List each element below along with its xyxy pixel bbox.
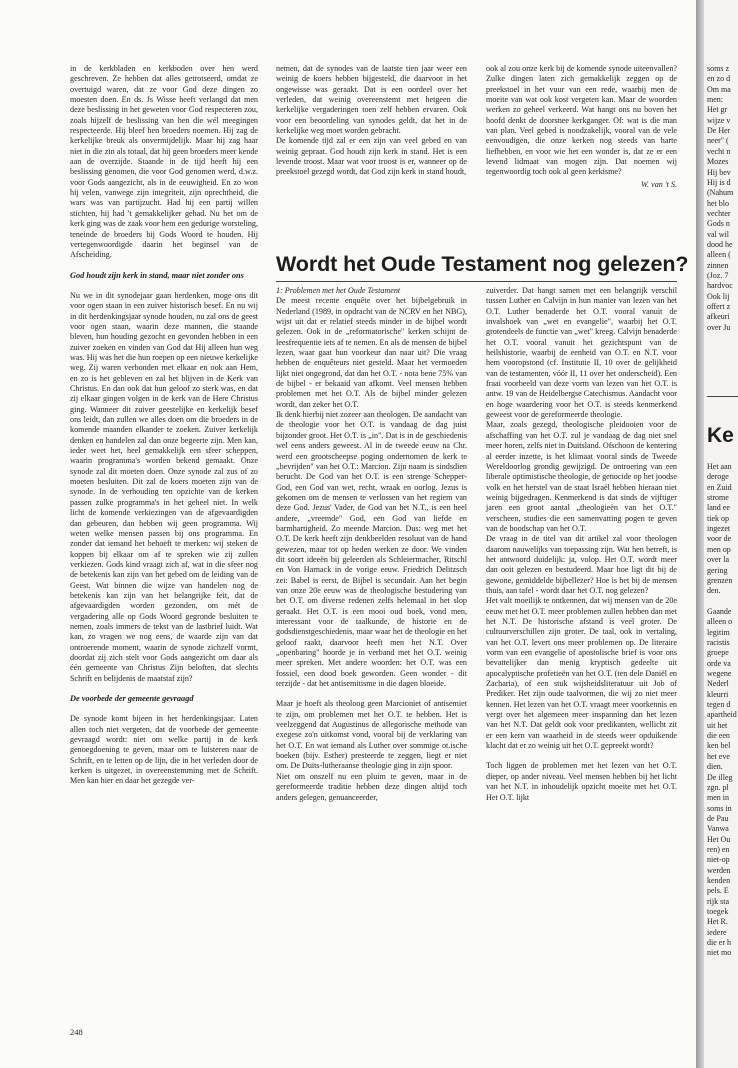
paragraph: Maar, zoals gezegd, theologische pleidooien voor de afschaffing van het O.T. zul je vandaag de dag niet snel meer horen, zelfs niet in Duitsland. Ofschoon de kentering al eerder inzette, is het klimaat vooral sinds de Tweede Wereldoorlog grondig gewijzigd. De ontroering van een liberale optimistische theologie, de genocide op het joodse volk en het herstel van de staat Israël hebben hieraan niet weinig bijgedragen. Kenmerkend is dat sinds de vijftiger jaren een groot aantal „theologieën van het O.T." verscheen, studies die een samenvatting pogen te geven van de boodschap van het O.T. — [486, 420, 677, 533]
paragraph: De komende tijd zal er een zijn van veel gebed en van weinig gepraat. God houdt zijn kerk in stand. Het is een levende troost. Maar wat voor troost is er, wanneer op de preekstoel gezegd wordt, dat God zijn kerk in stand houdt, — [276, 136, 467, 177]
facing-page-line: pels. E — [707, 886, 729, 896]
facing-page-line: Vanwa — [707, 824, 729, 834]
column-1 — [70, 64, 258, 787]
facing-page-line: Het Ou — [707, 834, 731, 844]
facing-page-line: over la — [707, 555, 729, 565]
paragraph: Niet om onszelf nu een pluim te geven, maar in de gereformeerde traditie hebben deze dingen altijd toch anders gelegen, genuanceerder, — [276, 771, 467, 802]
article-subhead: 1: Problemen met het Oude Testament — [276, 286, 401, 295]
facing-page-line: land ee — [707, 503, 730, 513]
paragraph: Nu we in dit synodejaar gaan herdenken, moge ons dit voor ogen staan in een zuiver historisch besef. En nu wij in dit herdenkingsjaar synode houden, nu zal ons de geest voor ogen staan, waarin deze mannen, die staande bleven, hun houding gezocht en gevonden hebben in een zuiver zoeken en vinden van God dat Hij alleen hun weg was. Hij was het die hun roepen op een nieuwe kerkelijke weg. Zij waren verbonden met elkaar en ook aan Hem, en zo is het gebleven en zal het blijven in de Kerk van Christus. En dan ook dat hun geloof zo sterk was, en dat zij elkaar gingen volgen in de kerk van de Here Christus ging. Wanneer dit zuiver geestelijke en kerkelijk besef ons leidt, dan zullen we alles doen om die broeders in de komende maanden elkander te zoeken. Zuiver kerkelijk denken en handelen zal dan onze begeerte zijn. Men kan, ieder weet het, heel gemakkelijk een sfeer scheppen, waarin programma's worden bekend gemaakt. Onze synode zal dit moeten doen. Onze synode zal zus of zo moeten besluiten. Dit zal de koers moeten zijn van de synode. In de verhouding ten opzichte van de kerken passen zulke programma's in het geheel niet. In welk licht de komende verkiezingen van de afgevaardigden dan gebeuren, dan hebben wij geen programma. Wij weten welke mensen passen bij ons programma. En zonder dat iemand het behoeft te merken: wij steken de koppen bij elkaar om af te spreken wie zij zullen verkiezen. Gods kind vraagt zich af, wat in die sfeer nog de betekenis kan zijn van het gebed om de leiding van de Geest. Wat binnen die wijze van handelen nog de betekenis kan zijn van het belangrijke feit, dat de afgevaardigden worden gezonden, om mét de vergadering alle op Gods Woord gegronde besluiten te nemen, zoals immers de tekst van de lastbrief luidt. Wat kan, zo vragen we nog eens, de waarde zijn van dat ontroerende moment, waarin de synode zichzelf vormt, doordat zij zich stelt voor Gods aangezicht om daar als één gemeente van Christus Zijn beloften, dat slechts Schrift en belijdenis de maatstaf zijn? — [70, 290, 258, 683]
facing-page-line: legitim — [707, 627, 730, 637]
facing-page-line: soms in — [707, 803, 732, 813]
paragraph: De meest recente enquête over het bijbelgebruik in Nederland (1989, in opdracht van de NCRV en het NBG), wijst uit dat er relatief steeds minder in de bijbel wordt gelezen. Ook in de „reformatorische" kerken schijnt de leesfrequentie iets af te nemen. En als de mensen de bijbel lezen, waar gaat hun voorkeur dan naar uit? Die vraag hebben de enquêteurs niet gesteld. Maar het vermoeden lijkt niet ongegrond, dat dan het O.T. - nota bene 75% van de bijbel - er bekaaid van afkomt. Veel mensen hebben problemen met het O.T. Als de bijbel minder gelezen wordt, dan zeker het O.T. — [276, 296, 467, 409]
column-2-top — [276, 64, 467, 178]
facing-page-line: de Pau — [707, 813, 729, 823]
facing-page-line: De illeg — [707, 772, 733, 782]
facing-page-line: men in — [707, 793, 729, 803]
facing-page-line: Ook lij — [707, 291, 730, 301]
paragraph: Maar je hoeft als theoloog geen Marcioniet of antisemiet te zijn, om problemen met het O.T. te hebben. Het is veelzeggend dat Augustinus de allegorische methode van exegese zo'n uitkomst vond, vooral bij de verklaring van het O.T. En wat iemand als Luther over sommige ot.ische boeken (bijv. Esther) presteerde te zeggen, liegt er niet om. De Duits-lutheraanse theologie ging in zijn spoor. — [276, 699, 467, 771]
facing-page-line: Mozes — [707, 157, 729, 167]
article-column-2 — [486, 286, 677, 803]
facing-page-line: niet-op — [707, 855, 730, 865]
paragraph: zuiverder. Dat hangt samen met een belangrijk verschil tussen Luther en Calvijn in hun manier van lezen van het O.T. Luther benaderde het O.T. vooral vanuit de invalshoek van „wet en evangelie", waarbij het O.T. grotendeels de functie van „wet" kreeg. Calvijn benaderde het O.T. vooral vanuit het gezichtspunt van de heilshistorie, waarbij de eenheid van O.T. en N.T. voor hem vooropstond (cf. Institutie II, 10 over de gelijkheid van de testamenten, vóór II, 11 over het onderscheid). Een fraai voorbeeld van deze vorm van lezen van het O.T. is antw. 19 van de Heidelbergse Catechismus. Aandacht voor en hoge waardering voor het O.T. is steeds kenmerkend geweest voor de gereformeerde theologie. — [486, 286, 677, 420]
facing-page-line: ren) en — [707, 844, 730, 854]
headline-rule — [276, 281, 677, 282]
paragraph: De vraag in de titel van dit artikel zal voor theologen daarom nauwelijks van toepassing zijn. Wat hen betreft, is het antwoord duidelijk: ja, volop. Het O.T. wordt meer dan ooit gelezen en bestudeerd. Maar hoe ligt dit bij de gewone, gemiddelde bijbellezer? Hoe is het bij de mensen thuis, aan tafel - wordt daar het O.T. nog gelezen? — [486, 534, 677, 595]
facing-page-line: kleurri — [707, 689, 729, 699]
facing-page-line: vecht n — [707, 146, 731, 156]
facing-page-line: het eve — [707, 751, 730, 761]
facing-page-line: Gaande — [707, 606, 732, 616]
column-3-top — [486, 64, 677, 190]
facing-page-line: die een — [707, 731, 730, 741]
facing-page-line: zinnen — [707, 260, 729, 270]
facing-page-line: toegek — [707, 907, 729, 917]
facing-page-line: Hij bev — [707, 167, 731, 177]
facing-page-line: werden — [707, 865, 731, 875]
facing-page-line: tegen d — [707, 700, 731, 710]
section-heading: De voorbede der gemeente gevraagd — [70, 694, 194, 703]
facing-page-line: val wil — [707, 229, 729, 239]
facing-page-line: wijze v — [707, 115, 731, 125]
facing-page-line: afkeuri — [707, 312, 730, 322]
facing-page-line: wegene — [707, 669, 732, 678]
facing-page-line: orde va — [707, 658, 731, 668]
facing-page-line: Het R. — [707, 917, 728, 927]
facing-page — [704, 0, 738, 1068]
facing-page-line: soms z — [707, 64, 729, 73]
facing-page-line: (Joz. 7 — [707, 271, 729, 280]
facing-page-line: groepe — [707, 648, 729, 658]
section-heading: God houdt zijn kerk in stand, maar niet zonder ons — [70, 270, 244, 280]
facing-page-line: tiek op — [707, 513, 729, 523]
paragraph: nemen, dat de synodes van de laatste tien jaar weer een weinig de koers hebben bijgesteld, die daarvoor in het ongewisse was geraakt. Dat is een oordeel over het verleden, dat weinig overeenstemt met hetgeen die kerkelijke vergaderingen toen zelf hebben ervaren. Ook voor een beoordeling van synodes geldt, dat het in de kerkelijke weg moet worden gebracht. — [276, 64, 467, 136]
facing-page-line: grenzen — [707, 575, 733, 585]
paragraph: ook al zou onze kerk bij de komende synode uiteenvallen? Zulke dingen laten zich gemakkelijk zeggen op de preekstoel in het vuur van een rede, waarbij men de moeite van wat ook kost vergeten kan. Maar de woorden werken zo geheel verkeerd. Wat hangt ons nu boven het hoofd denkt de doorsnee kerkganger. Of: wat is die man van plan. Veel gebed is noodzakelijk, vooral van de vele eenvoudigen, die onze kerken nog steeds van harte liefhebben, en voor wie het een wonder is, dat ze er een levend lidmaat van mogen zijn. Dat noemen wij tegenwoordig toch ook al geen kerkisme? — [486, 64, 677, 177]
facing-page-line: voor de — [707, 534, 732, 544]
book-spine — [696, 0, 704, 1068]
article-headline: Wordt het Oude Testament nog gelezen? — [276, 252, 689, 276]
facing-page-line: offert z — [707, 302, 731, 312]
facing-page-line: Om ma — [707, 84, 731, 94]
facing-page-line: ingezet — [707, 524, 731, 534]
facing-page-line: dien. — [707, 762, 723, 772]
paragraph: Toch liggen de problemen met het lezen van het O.T. dieper, op ander niveau. Veel mensen hebben bij het licht van het N.T. in inhoudelijk opzicht moeite met het O.T. Het O.T. lijkt — [486, 761, 677, 802]
page-number: 248 — [70, 1027, 83, 1037]
paragraph: Ik denk hierbij niet zozeer aan theologen. De aandacht van de theologie voor het O.T. is vandaag de dag juist bijzonder groot. Het O.T. is „in". Dat is in de geschiedenis wel eens anders geweest. Al in de tweede eeuw na Chr. werd een grootscheepse poging ondernomen de kerk te „bevrijden" van het O.T.: Marcion. Zijn naam is sindsdien berucht. De God van het O.T. is een strenge Schepper-God, een God van wet, recht, wraak en oorlog. Jezus is gekomen om de mensen te verlossen van het regiem van deze God. Jezus' Vader, de God van het N.T., is een heel andere, „vreemde" God, een God van liefde en barmhartigheid. Zo meende Marcion. Dus: weg met het O.T. De kerk heeft zijn denkbeelden resoluut van de hand gewezen, maar tot op heden werken ze door. We vinden dit soort ideeën bij geleerden als Schleiermacher, Ritschl en Von Harnack in de vorige eeuw. Friedrich Delitzsch zei: Babel is eerst, de Bijbel is secundair. Aan het begin van onze 20e eeuw was de theologische bestudering van het O.T. om diverse redenen zelfs helemaal in het slop geraakt. Het O.T. is een mooi oud boek, vond men, interessant voor de taalkunde, de historie en de godsdienstgeschiedenis, maar waar het de theologie en het geloof raakt, daarvoor heeft men het N.T. Over „openbaring" hoorde je in verband met het O.T. weinig meer spreken. Met andere woorden: het O.T. was een fossiel, een dood boek geworden. Geen wonder - dit terzijde - dat het antisemitisme in die dagen bloeide. — [276, 410, 467, 689]
facing-page-heading: Ke — [707, 424, 734, 447]
facing-page-line: alleen o — [707, 617, 733, 627]
author-signature: W. van 't S. — [641, 179, 677, 189]
facing-page-line: alleen ( — [707, 250, 731, 260]
facing-page-line: die er h — [707, 938, 731, 948]
facing-page-line: De Her — [707, 126, 731, 136]
facing-page-line: iedere — [707, 927, 727, 937]
facing-page-line: dood he — [707, 239, 733, 249]
facing-page-line: zgn. pl — [707, 782, 729, 792]
facing-page-line: Nederl — [707, 679, 729, 689]
facing-page-line: racistis — [707, 637, 730, 647]
paragraph: in de kerkbladen en kerkboden over hen werd geschreven. Ze hebben dat alles getrotseerd, omdat ze overtuigd waren, dat ze voor God deze dingen zo moesten doen. En ds. Js Wisse heeft verlangd dat men deze beslissing in het geweten voor God respecteren zou, zoals hijzelf de beslissing van hen die wél meegingen respecteerde. Hij bleef hen broeders noemen. Hij zag de kerkelijke breuk als onvermijdelijk. Maar hij zag haar niet in die zin als totaal, dat hij geen broeders meer kende aan de overzijde. Staande in de tijd heeft hij een beslissing genomen, die voor God genomen werd, d.w.z. voor Gods aangezicht, als in de eeuwigheid. En zo won hij velen, vanwege zijn integriteit, zijn oprechtheid, die wars was van partijzucht. Had hij een partij willen stichten, hij had 't gemakkelijker gehad. Nu het om de kerk ging was de zaak voor hem een gedurige worsteling, teneinde de broeders bij Gods Woord te houden. Hij vertegenwoordigde daarin het beginsel van de Afscheiding. — [70, 64, 258, 260]
paragraph: Het valt moeilijk te ontkennen, dat wij mensen van de 20e eeuw met het O.T. meer problemen zullen hebben dan met het N.T. De historische afstand is veel groter. De cultuurverschillen zijn groter. De taal, ook in vertaling, van het O.T. levert ons meer problemen op. De literaire vorm van een evangelie of apostolische brief is voor ons bevattelijker dan menig kryptisch gedeelte uit apocalyptische profetieën van het O.T. (ten dele Daniël en Zacharia), of een stuk wijsheidsliteratuur uit Job of Prediker. Het zijn oude taalvormen, die wij zo niet meer kennen. Het lezen van het O.T. vraagt meer voorkennis en vergt over het algemeen meer inspanning dan het lezen van het N.T. Dat geldt ook voor predikanten, wellicht zit er een kern van waarheid in de steeds weer opduikende klacht dat er zo weinig uit het O.T. gepreekt wordt? — [486, 596, 677, 751]
facing-page-line: en zo d — [707, 74, 731, 84]
facing-page-line: Gods n — [707, 219, 730, 229]
facing-page-line: strome — [707, 493, 729, 503]
facing-page-line: hardvoc — [707, 281, 733, 291]
facing-page-line: (Nahum — [707, 188, 734, 198]
facing-page-line: Hij is d — [707, 177, 731, 187]
paragraph: De synode komt bijeen in het herdenkingsjaar. Laten allen toch niet vergeten, dat de voorbede der gemeente gevraagd wordt: niet om welke partij in de kerk genoegdoening te geven, maar om te luisteren naar de Schrift, en te letten op de lijn, die in het verleden door de kerken is uitgezet, in overeenstemming met de Schrift. Men kan hier en daar het gezegde ver- — [70, 714, 258, 786]
facing-page-line: vechter — [707, 208, 731, 218]
facing-page-line: en Zuid — [707, 482, 732, 492]
facing-page-line: uit het — [707, 720, 728, 730]
facing-page-line: neer" ( — [707, 136, 729, 146]
facing-page-line: ken bel — [707, 741, 731, 751]
facing-page-line: den. — [707, 586, 721, 596]
facing-page-line: het blo — [707, 198, 729, 208]
facing-page-rule — [707, 396, 738, 397]
facing-page-line: kenden — [707, 876, 731, 885]
facing-page-line: men op — [707, 544, 731, 554]
facing-page-line: over Ju — [707, 322, 731, 332]
facing-page-line: Het gr — [707, 105, 728, 115]
facing-page-line: Het aan — [707, 462, 732, 471]
facing-page-line: gering — [707, 565, 728, 575]
facing-page-line: apartheid — [707, 710, 737, 720]
facing-page-line: men: — [707, 95, 723, 105]
facing-page-line: rijk sta — [707, 896, 729, 906]
facing-page-line: niet mo — [707, 948, 732, 958]
facing-page-line: deroge — [707, 472, 729, 482]
article-column-1 — [276, 286, 467, 803]
